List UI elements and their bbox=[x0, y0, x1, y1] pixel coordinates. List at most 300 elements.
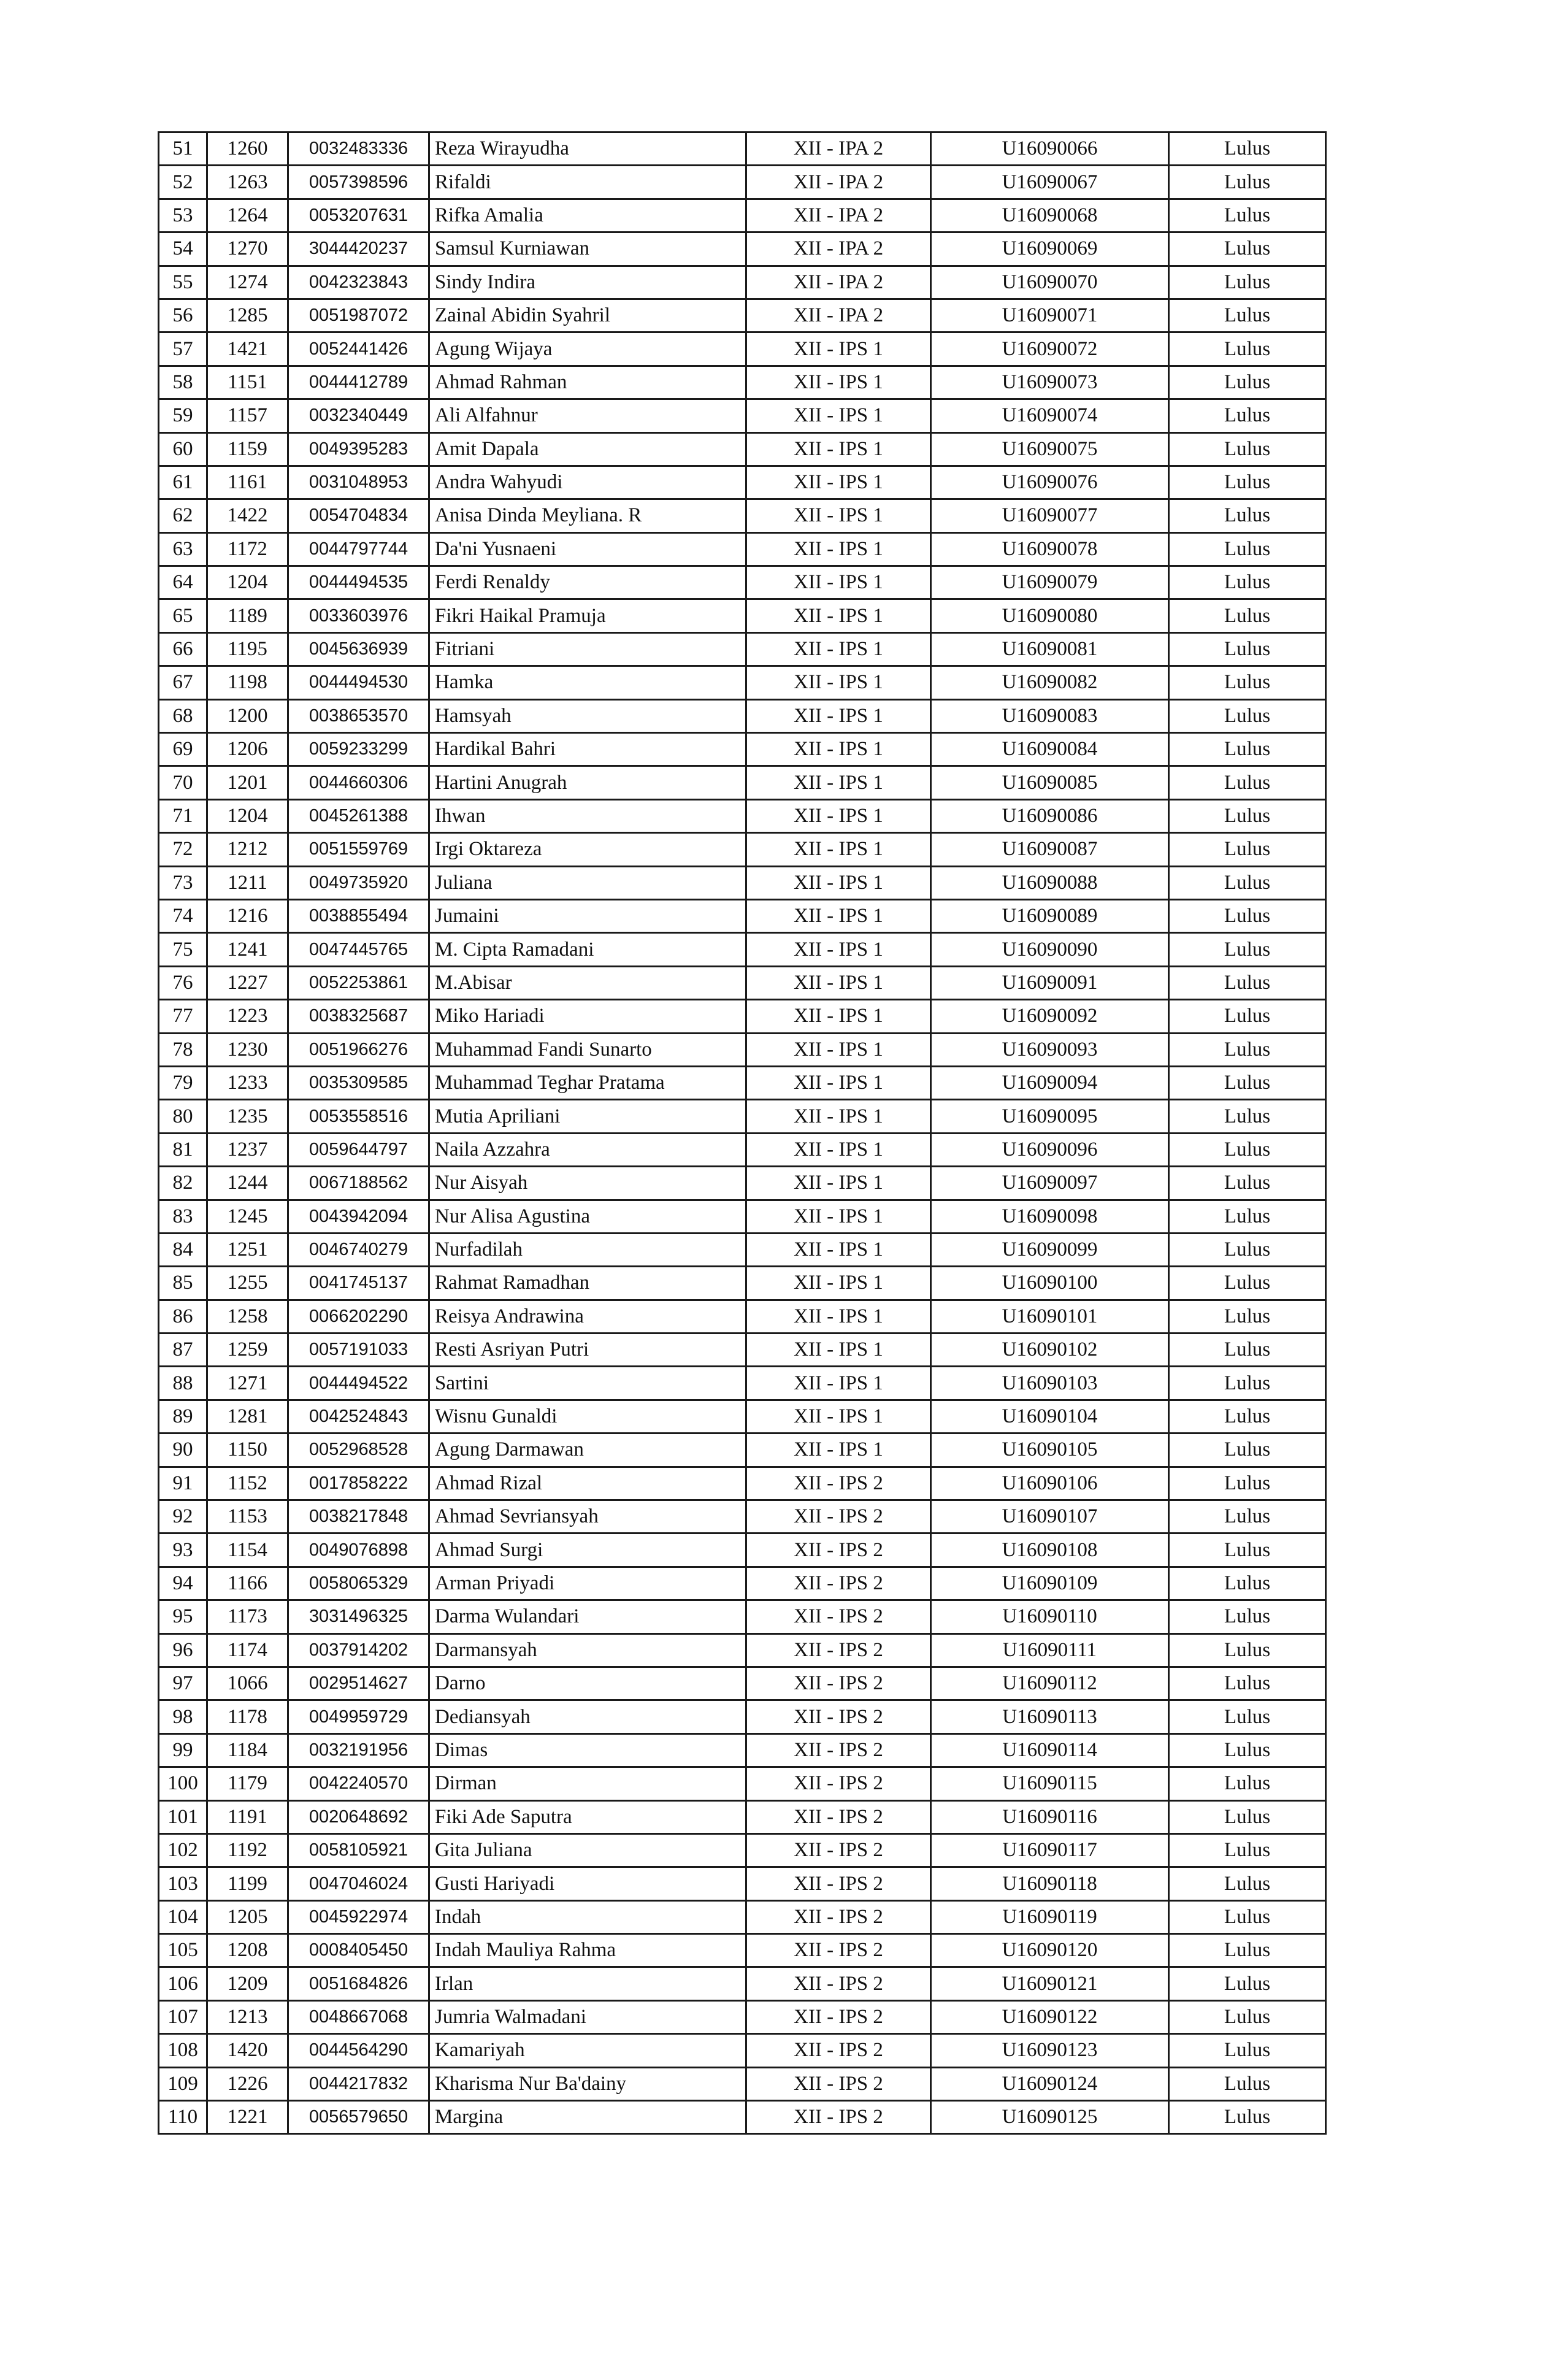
class-cell: XII - IPS 2 bbox=[746, 2101, 931, 2134]
status-cell: Lulus bbox=[1169, 1534, 1326, 1567]
row-number-cell: 64 bbox=[159, 566, 207, 599]
nisn-cell: 0032191956 bbox=[288, 1733, 429, 1767]
class-cell: XII - IPS 1 bbox=[746, 799, 931, 832]
nis-cell: 1421 bbox=[207, 332, 288, 366]
class-cell: XII - IPS 1 bbox=[746, 599, 931, 632]
nisn-cell: 0044494530 bbox=[288, 666, 429, 699]
table-row bbox=[159, 1100, 1326, 1133]
exam-number-cell: U16090067 bbox=[931, 166, 1169, 199]
nisn-cell: 0047046024 bbox=[288, 1867, 429, 1900]
student-name-cell: Nurfadilah bbox=[429, 1233, 746, 1266]
nisn-cell: 0008405450 bbox=[288, 1934, 429, 1967]
row-number-cell: 54 bbox=[159, 232, 207, 266]
exam-number-cell: U16090088 bbox=[931, 866, 1169, 899]
nisn-cell: 0044494535 bbox=[288, 566, 429, 599]
class-cell: XII - IPS 2 bbox=[746, 1767, 931, 1800]
nisn-cell: 0054704834 bbox=[288, 499, 429, 532]
student-name-cell: Darma Wulandari bbox=[429, 1600, 746, 1633]
nisn-cell: 0041745137 bbox=[288, 1267, 429, 1300]
student-name-cell: Jumria Walmadani bbox=[429, 2000, 746, 2033]
nis-cell: 1227 bbox=[207, 966, 288, 999]
table-row bbox=[159, 699, 1326, 732]
student-name-cell: M. Cipta Ramadani bbox=[429, 933, 746, 966]
status-cell: Lulus bbox=[1169, 1700, 1326, 1733]
table-row bbox=[159, 166, 1326, 199]
class-cell: XII - IPS 1 bbox=[746, 1367, 931, 1400]
nis-cell: 1189 bbox=[207, 599, 288, 632]
exam-number-cell: U16090073 bbox=[931, 366, 1169, 399]
nisn-cell: 0049735920 bbox=[288, 866, 429, 899]
exam-number-cell: U16090093 bbox=[931, 1033, 1169, 1066]
status-cell: Lulus bbox=[1169, 632, 1326, 666]
nis-cell: 1174 bbox=[207, 1633, 288, 1667]
student-name-cell: Reza Wirayudha bbox=[429, 132, 746, 166]
row-number-cell: 52 bbox=[159, 166, 207, 199]
exam-number-cell: U16090122 bbox=[931, 2000, 1169, 2033]
nisn-cell: 0032340449 bbox=[288, 399, 429, 432]
status-cell: Lulus bbox=[1169, 699, 1326, 732]
nis-cell: 1221 bbox=[207, 2101, 288, 2134]
status-cell: Lulus bbox=[1169, 499, 1326, 532]
nis-cell: 1264 bbox=[207, 199, 288, 232]
table-row bbox=[159, 466, 1326, 499]
class-cell: XII - IPS 1 bbox=[746, 1400, 931, 1433]
nisn-cell: 0058105921 bbox=[288, 1833, 429, 1867]
nisn-cell: 0043942094 bbox=[288, 1200, 429, 1233]
nisn-cell: 0035309585 bbox=[288, 1066, 429, 1099]
nis-cell: 1206 bbox=[207, 733, 288, 766]
class-cell: XII - IPS 1 bbox=[746, 399, 931, 432]
nisn-cell: 0033603976 bbox=[288, 599, 429, 632]
exam-number-cell: U16090084 bbox=[931, 733, 1169, 766]
student-name-cell: Amit Dapala bbox=[429, 432, 746, 466]
status-cell: Lulus bbox=[1169, 1434, 1326, 1467]
table-row bbox=[159, 1434, 1326, 1467]
row-number-cell: 73 bbox=[159, 866, 207, 899]
status-cell: Lulus bbox=[1169, 232, 1326, 266]
exam-number-cell: U16090099 bbox=[931, 1233, 1169, 1266]
student-name-cell: Samsul Kurniawan bbox=[429, 232, 746, 266]
status-cell: Lulus bbox=[1169, 332, 1326, 366]
row-number-cell: 62 bbox=[159, 499, 207, 532]
exam-number-cell: U16090082 bbox=[931, 666, 1169, 699]
status-cell: Lulus bbox=[1169, 1633, 1326, 1667]
nisn-cell: 0042323843 bbox=[288, 266, 429, 299]
table-row bbox=[159, 199, 1326, 232]
status-cell: Lulus bbox=[1169, 1767, 1326, 1800]
exam-number-cell: U16090112 bbox=[931, 1667, 1169, 1700]
row-number-cell: 68 bbox=[159, 699, 207, 732]
class-cell: XII - IPS 1 bbox=[746, 566, 931, 599]
nisn-cell: 0017858222 bbox=[288, 1467, 429, 1500]
student-name-cell: Agung Wijaya bbox=[429, 332, 746, 366]
status-cell: Lulus bbox=[1169, 266, 1326, 299]
nisn-cell: 0048667068 bbox=[288, 2000, 429, 2033]
class-cell: XII - IPS 1 bbox=[746, 699, 931, 732]
student-name-cell: Dimas bbox=[429, 1733, 746, 1767]
class-cell: XII - IPS 1 bbox=[746, 1434, 931, 1467]
table-row bbox=[159, 566, 1326, 599]
nis-cell: 1281 bbox=[207, 1400, 288, 1433]
status-cell: Lulus bbox=[1169, 1367, 1326, 1400]
nis-cell: 1241 bbox=[207, 933, 288, 966]
table-row bbox=[159, 766, 1326, 799]
nisn-cell: 0044494522 bbox=[288, 1367, 429, 1400]
student-name-cell: Irgi Oktareza bbox=[429, 833, 746, 866]
exam-number-cell: U16090094 bbox=[931, 1066, 1169, 1099]
status-cell: Lulus bbox=[1169, 399, 1326, 432]
exam-number-cell: U16090086 bbox=[931, 799, 1169, 832]
status-cell: Lulus bbox=[1169, 1567, 1326, 1600]
status-cell: Lulus bbox=[1169, 1334, 1326, 1367]
status-cell: Lulus bbox=[1169, 933, 1326, 966]
status-cell: Lulus bbox=[1169, 766, 1326, 799]
row-number-cell: 82 bbox=[159, 1167, 207, 1200]
row-number-cell: 74 bbox=[159, 899, 207, 932]
student-name-cell: Indah Mauliya Rahma bbox=[429, 1934, 746, 1967]
nisn-cell: 0038855494 bbox=[288, 899, 429, 932]
class-cell: XII - IPS 1 bbox=[746, 866, 931, 899]
nis-cell: 1209 bbox=[207, 1967, 288, 2000]
student-name-cell: Andra Wahyudi bbox=[429, 466, 746, 499]
class-cell: XII - IPS 1 bbox=[746, 1133, 931, 1166]
student-name-cell: Darno bbox=[429, 1667, 746, 1700]
status-cell: Lulus bbox=[1169, 1100, 1326, 1133]
nisn-cell: 0051559769 bbox=[288, 833, 429, 866]
nis-cell: 1161 bbox=[207, 466, 288, 499]
nisn-cell: 0045636939 bbox=[288, 632, 429, 666]
table-row bbox=[159, 966, 1326, 999]
class-cell: XII - IPS 1 bbox=[746, 532, 931, 566]
class-cell: XII - IPS 2 bbox=[746, 1833, 931, 1867]
class-cell: XII - IPS 2 bbox=[746, 1967, 931, 2000]
nisn-cell: 0042524843 bbox=[288, 1400, 429, 1433]
exam-number-cell: U16090069 bbox=[931, 232, 1169, 266]
table-row bbox=[159, 432, 1326, 466]
row-number-cell: 75 bbox=[159, 933, 207, 966]
table-row bbox=[159, 1600, 1326, 1633]
student-name-cell: Dediansyah bbox=[429, 1700, 746, 1733]
row-number-cell: 93 bbox=[159, 1534, 207, 1567]
nis-cell: 1233 bbox=[207, 1066, 288, 1099]
row-number-cell: 102 bbox=[159, 1833, 207, 1867]
table-row bbox=[159, 1667, 1326, 1700]
status-cell: Lulus bbox=[1169, 299, 1326, 332]
class-cell: XII - IPS 2 bbox=[746, 1900, 931, 1933]
table-row bbox=[159, 1200, 1326, 1233]
student-name-cell: Fikri Haikal Pramuja bbox=[429, 599, 746, 632]
row-number-cell: 71 bbox=[159, 799, 207, 832]
student-name-cell: Hartini Anugrah bbox=[429, 766, 746, 799]
exam-number-cell: U16090102 bbox=[931, 1334, 1169, 1367]
class-cell: XII - IPA 2 bbox=[746, 266, 931, 299]
class-cell: XII - IPS 2 bbox=[746, 1867, 931, 1900]
nis-cell: 1172 bbox=[207, 532, 288, 566]
nisn-cell: 0044660306 bbox=[288, 766, 429, 799]
exam-number-cell: U16090117 bbox=[931, 1833, 1169, 1867]
nis-cell: 1208 bbox=[207, 1934, 288, 1967]
exam-number-cell: U16090109 bbox=[931, 1567, 1169, 1600]
row-number-cell: 67 bbox=[159, 666, 207, 699]
row-number-cell: 61 bbox=[159, 466, 207, 499]
exam-number-cell: U16090089 bbox=[931, 899, 1169, 932]
student-name-cell: Ali Alfahnur bbox=[429, 399, 746, 432]
table-row bbox=[159, 1733, 1326, 1767]
table-row bbox=[159, 833, 1326, 866]
class-cell: XII - IPA 2 bbox=[746, 232, 931, 266]
status-cell: Lulus bbox=[1169, 1233, 1326, 1266]
table-row bbox=[159, 1467, 1326, 1500]
nisn-cell: 0051684826 bbox=[288, 1967, 429, 2000]
table-row bbox=[159, 2067, 1326, 2100]
nis-cell: 1157 bbox=[207, 399, 288, 432]
row-number-cell: 79 bbox=[159, 1066, 207, 1099]
exam-number-cell: U16090070 bbox=[931, 266, 1169, 299]
row-number-cell: 78 bbox=[159, 1033, 207, 1066]
exam-number-cell: U16090113 bbox=[931, 1700, 1169, 1733]
class-cell: XII - IPS 1 bbox=[746, 499, 931, 532]
class-cell: XII - IPS 1 bbox=[746, 1033, 931, 1066]
row-number-cell: 110 bbox=[159, 2101, 207, 2134]
exam-number-cell: U16090075 bbox=[931, 432, 1169, 466]
nisn-cell: 0053207631 bbox=[288, 199, 429, 232]
student-name-cell: Nur Aisyah bbox=[429, 1167, 746, 1200]
table-row bbox=[159, 1267, 1326, 1300]
row-number-cell: 76 bbox=[159, 966, 207, 999]
table-row bbox=[159, 1833, 1326, 1867]
nis-cell: 1204 bbox=[207, 799, 288, 832]
student-name-cell: Reisya Andrawina bbox=[429, 1300, 746, 1333]
status-cell: Lulus bbox=[1169, 2034, 1326, 2067]
table-row bbox=[159, 1700, 1326, 1733]
table-row bbox=[159, 299, 1326, 332]
nis-cell: 1260 bbox=[207, 132, 288, 166]
exam-number-cell: U16090090 bbox=[931, 933, 1169, 966]
nis-cell: 1192 bbox=[207, 1833, 288, 1867]
student-name-cell: Hardikal Bahri bbox=[429, 733, 746, 766]
row-number-cell: 70 bbox=[159, 766, 207, 799]
nis-cell: 1223 bbox=[207, 1000, 288, 1033]
exam-number-cell: U16090066 bbox=[931, 132, 1169, 166]
nis-cell: 1244 bbox=[207, 1167, 288, 1200]
row-number-cell: 101 bbox=[159, 1800, 207, 1833]
table-row bbox=[159, 399, 1326, 432]
row-number-cell: 97 bbox=[159, 1667, 207, 1700]
row-number-cell: 59 bbox=[159, 399, 207, 432]
status-cell: Lulus bbox=[1169, 833, 1326, 866]
table-row bbox=[159, 1000, 1326, 1033]
exam-number-cell: U16090115 bbox=[931, 1767, 1169, 1800]
table-row bbox=[159, 632, 1326, 666]
class-cell: XII - IPS 2 bbox=[746, 1467, 931, 1500]
class-cell: XII - IPA 2 bbox=[746, 199, 931, 232]
exam-number-cell: U16090096 bbox=[931, 1133, 1169, 1166]
class-cell: XII - IPS 1 bbox=[746, 899, 931, 932]
class-cell: XII - IPS 1 bbox=[746, 1334, 931, 1367]
nis-cell: 1166 bbox=[207, 1567, 288, 1600]
table-row bbox=[159, 1367, 1326, 1400]
student-name-cell: Indah bbox=[429, 1900, 746, 1933]
student-name-cell: Ahmad Surgi bbox=[429, 1534, 746, 1567]
status-cell: Lulus bbox=[1169, 1066, 1326, 1099]
nisn-cell: 0038325687 bbox=[288, 1000, 429, 1033]
nis-cell: 1258 bbox=[207, 1300, 288, 1333]
row-number-cell: 84 bbox=[159, 1233, 207, 1266]
nisn-cell: 0049395283 bbox=[288, 432, 429, 466]
exam-number-cell: U16090114 bbox=[931, 1733, 1169, 1767]
table-row bbox=[159, 1633, 1326, 1667]
exam-number-cell: U16090103 bbox=[931, 1367, 1169, 1400]
exam-number-cell: U16090081 bbox=[931, 632, 1169, 666]
exam-number-cell: U16090125 bbox=[931, 2101, 1169, 2134]
table-row bbox=[159, 1133, 1326, 1166]
status-cell: Lulus bbox=[1169, 2067, 1326, 2100]
nisn-cell: 0047445765 bbox=[288, 933, 429, 966]
row-number-cell: 91 bbox=[159, 1467, 207, 1500]
table-row bbox=[159, 599, 1326, 632]
row-number-cell: 57 bbox=[159, 332, 207, 366]
table-row bbox=[159, 1900, 1326, 1933]
nis-cell: 1212 bbox=[207, 833, 288, 866]
nis-cell: 1285 bbox=[207, 299, 288, 332]
student-name-cell: Nur Alisa Agustina bbox=[429, 1200, 746, 1233]
nisn-cell: 0056579650 bbox=[288, 2101, 429, 2134]
nisn-cell: 0045922974 bbox=[288, 1900, 429, 1933]
exam-number-cell: U16090072 bbox=[931, 332, 1169, 366]
student-name-cell: Dirman bbox=[429, 1767, 746, 1800]
nis-cell: 1198 bbox=[207, 666, 288, 699]
nisn-cell: 0057398596 bbox=[288, 166, 429, 199]
status-cell: Lulus bbox=[1169, 432, 1326, 466]
student-name-cell: Irlan bbox=[429, 1967, 746, 2000]
nis-cell: 1204 bbox=[207, 566, 288, 599]
class-cell: XII - IPA 2 bbox=[746, 299, 931, 332]
status-cell: Lulus bbox=[1169, 799, 1326, 832]
row-number-cell: 56 bbox=[159, 299, 207, 332]
nisn-cell: 0059233299 bbox=[288, 733, 429, 766]
nis-cell: 1422 bbox=[207, 499, 288, 532]
nis-cell: 1152 bbox=[207, 1467, 288, 1500]
exam-number-cell: U16090083 bbox=[931, 699, 1169, 732]
exam-number-cell: U16090076 bbox=[931, 466, 1169, 499]
exam-number-cell: U16090097 bbox=[931, 1167, 1169, 1200]
row-number-cell: 106 bbox=[159, 1967, 207, 2000]
exam-number-cell: U16090111 bbox=[931, 1633, 1169, 1667]
row-number-cell: 58 bbox=[159, 366, 207, 399]
table-row bbox=[159, 1033, 1326, 1066]
nisn-cell: 0053558516 bbox=[288, 1100, 429, 1133]
student-name-cell: Ahmad Rahman bbox=[429, 366, 746, 399]
nis-cell: 1263 bbox=[207, 166, 288, 199]
nisn-cell: 0066202290 bbox=[288, 1300, 429, 1333]
student-name-cell: Miko Hariadi bbox=[429, 1000, 746, 1033]
class-cell: XII - IPS 2 bbox=[746, 1700, 931, 1733]
student-name-cell: Kharisma Nur Ba'dainy bbox=[429, 2067, 746, 2100]
nis-cell: 1151 bbox=[207, 366, 288, 399]
status-cell: Lulus bbox=[1169, 1000, 1326, 1033]
class-cell: XII - IPS 2 bbox=[746, 2034, 931, 2067]
table-row bbox=[159, 933, 1326, 966]
nisn-cell: 0067188562 bbox=[288, 1167, 429, 1200]
student-name-cell: Arman Priyadi bbox=[429, 1567, 746, 1600]
row-number-cell: 80 bbox=[159, 1100, 207, 1133]
exam-number-cell: U16090080 bbox=[931, 599, 1169, 632]
student-name-cell: Juliana bbox=[429, 866, 746, 899]
row-number-cell: 53 bbox=[159, 199, 207, 232]
exam-number-cell: U16090100 bbox=[931, 1267, 1169, 1300]
row-number-cell: 95 bbox=[159, 1600, 207, 1633]
nis-cell: 1211 bbox=[207, 866, 288, 899]
student-name-cell: M.Abisar bbox=[429, 966, 746, 999]
table-row bbox=[159, 1233, 1326, 1266]
student-name-cell: Naila Azzahra bbox=[429, 1133, 746, 1166]
row-number-cell: 77 bbox=[159, 1000, 207, 1033]
status-cell: Lulus bbox=[1169, 1867, 1326, 1900]
status-cell: Lulus bbox=[1169, 599, 1326, 632]
class-cell: XII - IPS 1 bbox=[746, 632, 931, 666]
table-row bbox=[159, 1534, 1326, 1567]
nisn-cell: 0058065329 bbox=[288, 1567, 429, 1600]
nisn-cell: 0029514627 bbox=[288, 1667, 429, 1700]
row-number-cell: 109 bbox=[159, 2067, 207, 2100]
table-row bbox=[159, 1567, 1326, 1600]
exam-number-cell: U16090071 bbox=[931, 299, 1169, 332]
table-row bbox=[159, 1767, 1326, 1800]
exam-number-cell: U16090079 bbox=[931, 566, 1169, 599]
status-cell: Lulus bbox=[1169, 733, 1326, 766]
nis-cell: 1178 bbox=[207, 1700, 288, 1733]
exam-number-cell: U16090085 bbox=[931, 766, 1169, 799]
exam-number-cell: U16090087 bbox=[931, 833, 1169, 866]
student-name-cell: Resti Asriyan Putri bbox=[429, 1334, 746, 1367]
nis-cell: 1251 bbox=[207, 1233, 288, 1266]
nisn-cell: 0020648692 bbox=[288, 1800, 429, 1833]
row-number-cell: 103 bbox=[159, 1867, 207, 1900]
status-cell: Lulus bbox=[1169, 1400, 1326, 1433]
class-cell: XII - IPS 2 bbox=[746, 1800, 931, 1833]
nisn-cell: 0038653570 bbox=[288, 699, 429, 732]
class-cell: XII - IPA 2 bbox=[746, 132, 931, 166]
status-cell: Lulus bbox=[1169, 966, 1326, 999]
class-cell: XII - IPS 1 bbox=[746, 432, 931, 466]
class-cell: XII - IPS 1 bbox=[746, 1167, 931, 1200]
class-cell: XII - IPS 2 bbox=[746, 2000, 931, 2033]
student-name-cell: Ihwan bbox=[429, 799, 746, 832]
status-cell: Lulus bbox=[1169, 1167, 1326, 1200]
exam-number-cell: U16090123 bbox=[931, 2034, 1169, 2067]
student-name-cell: Zainal Abidin Syahril bbox=[429, 299, 746, 332]
nisn-cell: 0032483336 bbox=[288, 132, 429, 166]
nis-cell: 1205 bbox=[207, 1900, 288, 1933]
table-row bbox=[159, 2000, 1326, 2033]
exam-number-cell: U16090119 bbox=[931, 1900, 1169, 1933]
nis-cell: 1066 bbox=[207, 1667, 288, 1700]
status-cell: Lulus bbox=[1169, 1267, 1326, 1300]
student-name-cell: Darmansyah bbox=[429, 1633, 746, 1667]
exam-number-cell: U16090108 bbox=[931, 1534, 1169, 1567]
class-cell: XII - IPS 2 bbox=[746, 1567, 931, 1600]
student-name-cell: Hamka bbox=[429, 666, 746, 699]
class-cell: XII - IPS 1 bbox=[746, 933, 931, 966]
nis-cell: 1191 bbox=[207, 1800, 288, 1833]
exam-number-cell: U16090101 bbox=[931, 1300, 1169, 1333]
class-cell: XII - IPS 1 bbox=[746, 1066, 931, 1099]
status-cell: Lulus bbox=[1169, 166, 1326, 199]
class-cell: XII - IPS 1 bbox=[746, 1000, 931, 1033]
nis-cell: 1259 bbox=[207, 1334, 288, 1367]
nis-cell: 1154 bbox=[207, 1534, 288, 1567]
student-name-cell: Rifka Amalia bbox=[429, 199, 746, 232]
